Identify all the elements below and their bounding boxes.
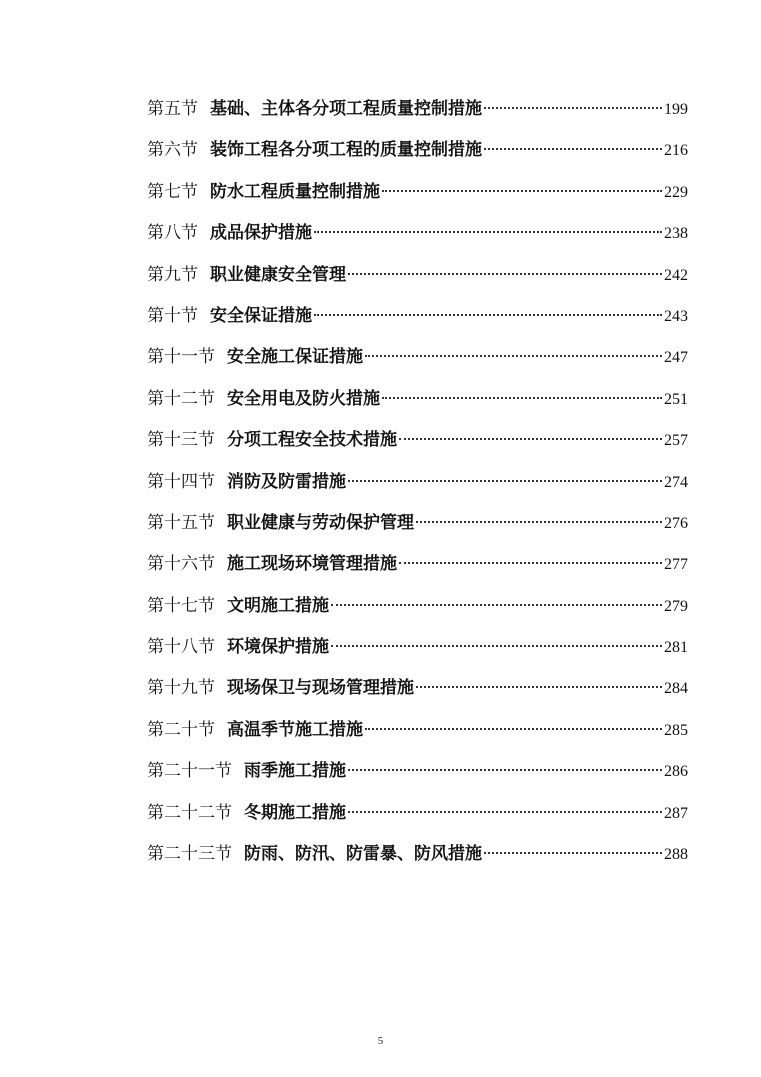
dot-leader [382,190,662,192]
dot-leader [484,148,662,150]
toc-entry[interactable] [147,590,688,631]
toc-title: 消防及防雷措施 [227,471,346,492]
toc-page: 242 [664,266,688,284]
toc-page: 251 [664,390,688,408]
toc-title: 职业健康安全管理 [210,264,346,285]
toc-title: 高温季节施工措施 [227,719,363,740]
toc-section-number: 第八节 [147,223,198,244]
toc-title: 环境保护措施 [227,637,329,658]
toc-entry[interactable] [147,466,688,507]
toc-entry[interactable] [147,341,688,382]
dot-leader [484,107,662,109]
toc-section-number: 第二十三节 [147,844,232,865]
toc-entry[interactable] [147,134,688,175]
toc-entry[interactable] [147,548,688,589]
toc-section-number: 第二十节 [147,719,215,740]
toc-title: 现场保卫与现场管理措施 [227,678,414,699]
toc-page: 199 [664,101,688,118]
toc-entry[interactable] [147,383,688,424]
toc-page: 257 [664,432,688,450]
toc-page: 229 [664,183,688,201]
toc-title: 基础、主体各分项工程质量控制措施 [210,99,482,119]
toc-section-number: 第十三节 [147,430,215,451]
dot-leader [314,314,662,316]
toc-entry[interactable] [147,631,688,672]
dot-leader [399,438,662,440]
toc-section-number: 第十二节 [147,388,215,409]
toc-title: 职业健康与劳动保护管理 [227,512,414,533]
toc-page: 238 [664,225,688,243]
toc-title: 安全保证措施 [210,305,312,326]
toc-entry[interactable] [147,176,688,217]
toc-title: 防雨、防汛、防雷暴、防风措施 [244,844,482,865]
toc-page: 285 [664,721,688,739]
toc-section-number: 第十八节 [147,637,215,658]
toc-page: 247 [664,349,688,367]
toc-page: 216 [664,142,688,160]
toc-entry[interactable] [147,797,688,838]
toc-page: 277 [664,556,688,574]
dot-leader [365,355,662,357]
toc-title: 冬期施工措施 [244,802,346,823]
page-number: 5 [377,1035,384,1047]
toc-section-number: 第九节 [147,264,198,285]
toc-title: 文明施工措施 [227,595,329,616]
toc-entry[interactable] [147,259,688,300]
toc-page: 276 [664,514,688,532]
dot-leader [382,397,662,399]
toc-title: 成品保护措施 [210,223,312,244]
dot-leader [416,521,662,523]
toc-title: 装饰工程各分项工程的质量控制措施 [210,140,482,161]
toc-section-number: 第五节 [147,99,198,119]
toc-page: 284 [664,680,688,698]
toc-section-number: 第六节 [147,140,198,161]
dot-leader [314,231,662,233]
toc-section-number: 第二十二节 [147,802,232,823]
toc-entry[interactable] [147,507,688,548]
toc-section-number: 第十节 [147,305,198,326]
dot-leader [331,645,662,647]
toc-entry[interactable] [147,672,688,713]
toc-entry[interactable] [147,755,688,796]
toc-title: 安全施工保证措施 [227,347,363,368]
dot-leader [348,811,662,813]
dot-leader [416,686,662,688]
toc-entry[interactable] [147,424,688,465]
toc-page: 287 [664,804,688,822]
dot-leader [365,728,662,730]
toc-section-number: 第十一节 [147,347,215,368]
toc-entry[interactable] [147,838,688,879]
toc-title: 安全用电及防火措施 [227,388,380,409]
toc-section-number: 第二十一节 [147,761,232,782]
dot-leader [348,480,662,482]
toc-title: 分项工程安全技术措施 [227,430,397,451]
toc-page: 243 [664,307,688,325]
toc-section-number: 第七节 [147,181,198,202]
toc-title: 雨季施工措施 [244,761,346,782]
dot-leader [331,604,662,606]
toc-page: 286 [664,763,688,781]
toc-page: 288 [664,846,688,864]
toc-entry[interactable] [147,217,688,258]
toc-title: 防水工程质量控制措施 [210,181,380,202]
toc-page: 281 [664,639,688,657]
dot-leader [348,769,662,771]
toc-section-number: 第十六节 [147,554,215,575]
table-of-contents [147,93,688,879]
toc-entry[interactable] [147,93,688,134]
toc-section-number: 第十九节 [147,678,215,699]
toc-section-number: 第十七节 [147,595,215,616]
dot-leader [484,852,662,854]
toc-section-number: 第十五节 [147,512,215,533]
toc-section-number: 第十四节 [147,471,215,492]
toc-title: 施工现场环境管理措施 [227,554,397,575]
toc-page: 279 [664,597,688,615]
toc-page: 274 [664,473,688,491]
dot-leader [348,273,662,275]
toc-entry[interactable] [147,300,688,341]
dot-leader [399,562,662,564]
toc-entry[interactable] [147,714,688,755]
